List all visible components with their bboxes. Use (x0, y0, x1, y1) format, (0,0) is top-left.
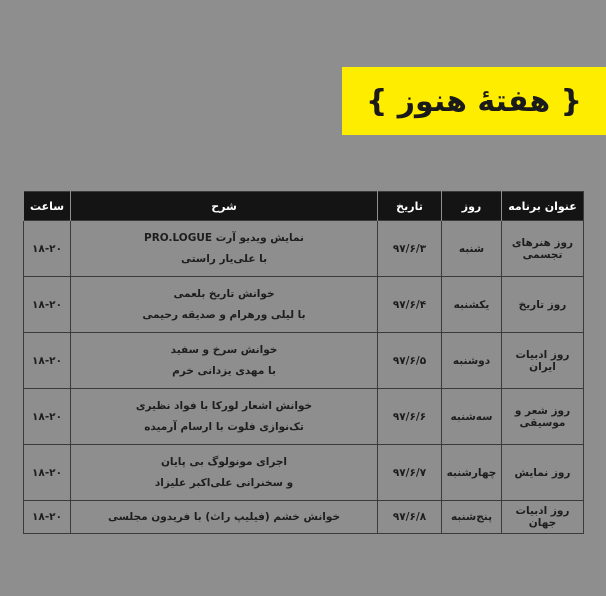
table-row (24, 389, 584, 445)
row-description (71, 221, 378, 277)
schedule-table (23, 191, 584, 534)
header-date: تاریخ (378, 192, 442, 221)
description-line: اجرای مونولوگ بی پایان (160, 455, 288, 468)
row-title: روز هنرهای تجسمی (502, 221, 584, 277)
header-title: عنوان برنامه (502, 192, 584, 221)
row-description (71, 445, 378, 501)
row-description (71, 501, 378, 534)
description-line: خوانش تاریخ بلعمی (173, 287, 275, 300)
row-title: روز تاریخ (502, 277, 584, 333)
row-day: سه‌شنبه (442, 389, 502, 445)
description-line: نمایش ویدیو آرت PRO.LOGUE (144, 231, 304, 244)
table-row (24, 277, 584, 333)
table-row (24, 445, 584, 501)
row-time: ۱۸-۲۰ (24, 333, 71, 389)
table-row (24, 333, 584, 389)
row-description (71, 277, 378, 333)
row-day: چهارشنبه (442, 445, 502, 501)
row-description (71, 333, 378, 389)
title-banner (342, 67, 606, 135)
description-line: با مهدی یزدانی خرم (172, 364, 276, 377)
row-time: ۱۸-۲۰ (24, 501, 71, 534)
description-line: خوانش اشعار لورکا با فواد نظیری (135, 399, 313, 412)
table-row (24, 221, 584, 277)
row-day: یکشنبه (442, 277, 502, 333)
row-time: ۱۸-۲۰ (24, 389, 71, 445)
row-day: پنج‌شنبه (442, 501, 502, 534)
description-line: و سخنرانی علی‌اکبر علیزاد (154, 476, 294, 489)
description-line: با علی‌یار راستی (180, 252, 268, 265)
row-description (71, 389, 378, 445)
row-date: ۹۷/۶/۵ (378, 333, 442, 389)
description-line: تک‌نوازی فلوت با ارسام آرمیده (144, 420, 304, 433)
row-time: ۱۸-۲۰ (24, 277, 71, 333)
row-day: دوشنبه (442, 333, 502, 389)
row-day: شنبه (442, 221, 502, 277)
table-row (24, 501, 584, 534)
header-time: ساعت (24, 192, 71, 221)
row-title: روز نمایش (502, 445, 584, 501)
description-line: خوانش خشم (فیلیپ راث) با فریدون مجلسی (107, 510, 341, 523)
row-date: ۹۷/۶/۸ (378, 501, 442, 534)
page-title: { هفتهٔ هنوز } (365, 83, 582, 119)
row-title: روز ادبیات ایران (502, 333, 584, 389)
row-date: ۹۷/۶/۳ (378, 221, 442, 277)
row-date: ۹۷/۶/۴ (378, 277, 442, 333)
row-date: ۹۷/۶/۶ (378, 389, 442, 445)
table-header-row (24, 192, 584, 221)
row-date: ۹۷/۶/۷ (378, 445, 442, 501)
row-title: روز شعر و موسیقی (502, 389, 584, 445)
description-line: خوانش سرخ و سفید (170, 343, 278, 356)
row-time: ۱۸-۲۰ (24, 221, 71, 277)
row-time: ۱۸-۲۰ (24, 445, 71, 501)
header-description: شرح (71, 192, 378, 221)
description-line: با لیلی ورهرام و صدیقه رحیمی (142, 308, 306, 321)
header-day: روز (442, 192, 502, 221)
row-title: روز ادبیات جهان (502, 501, 584, 534)
